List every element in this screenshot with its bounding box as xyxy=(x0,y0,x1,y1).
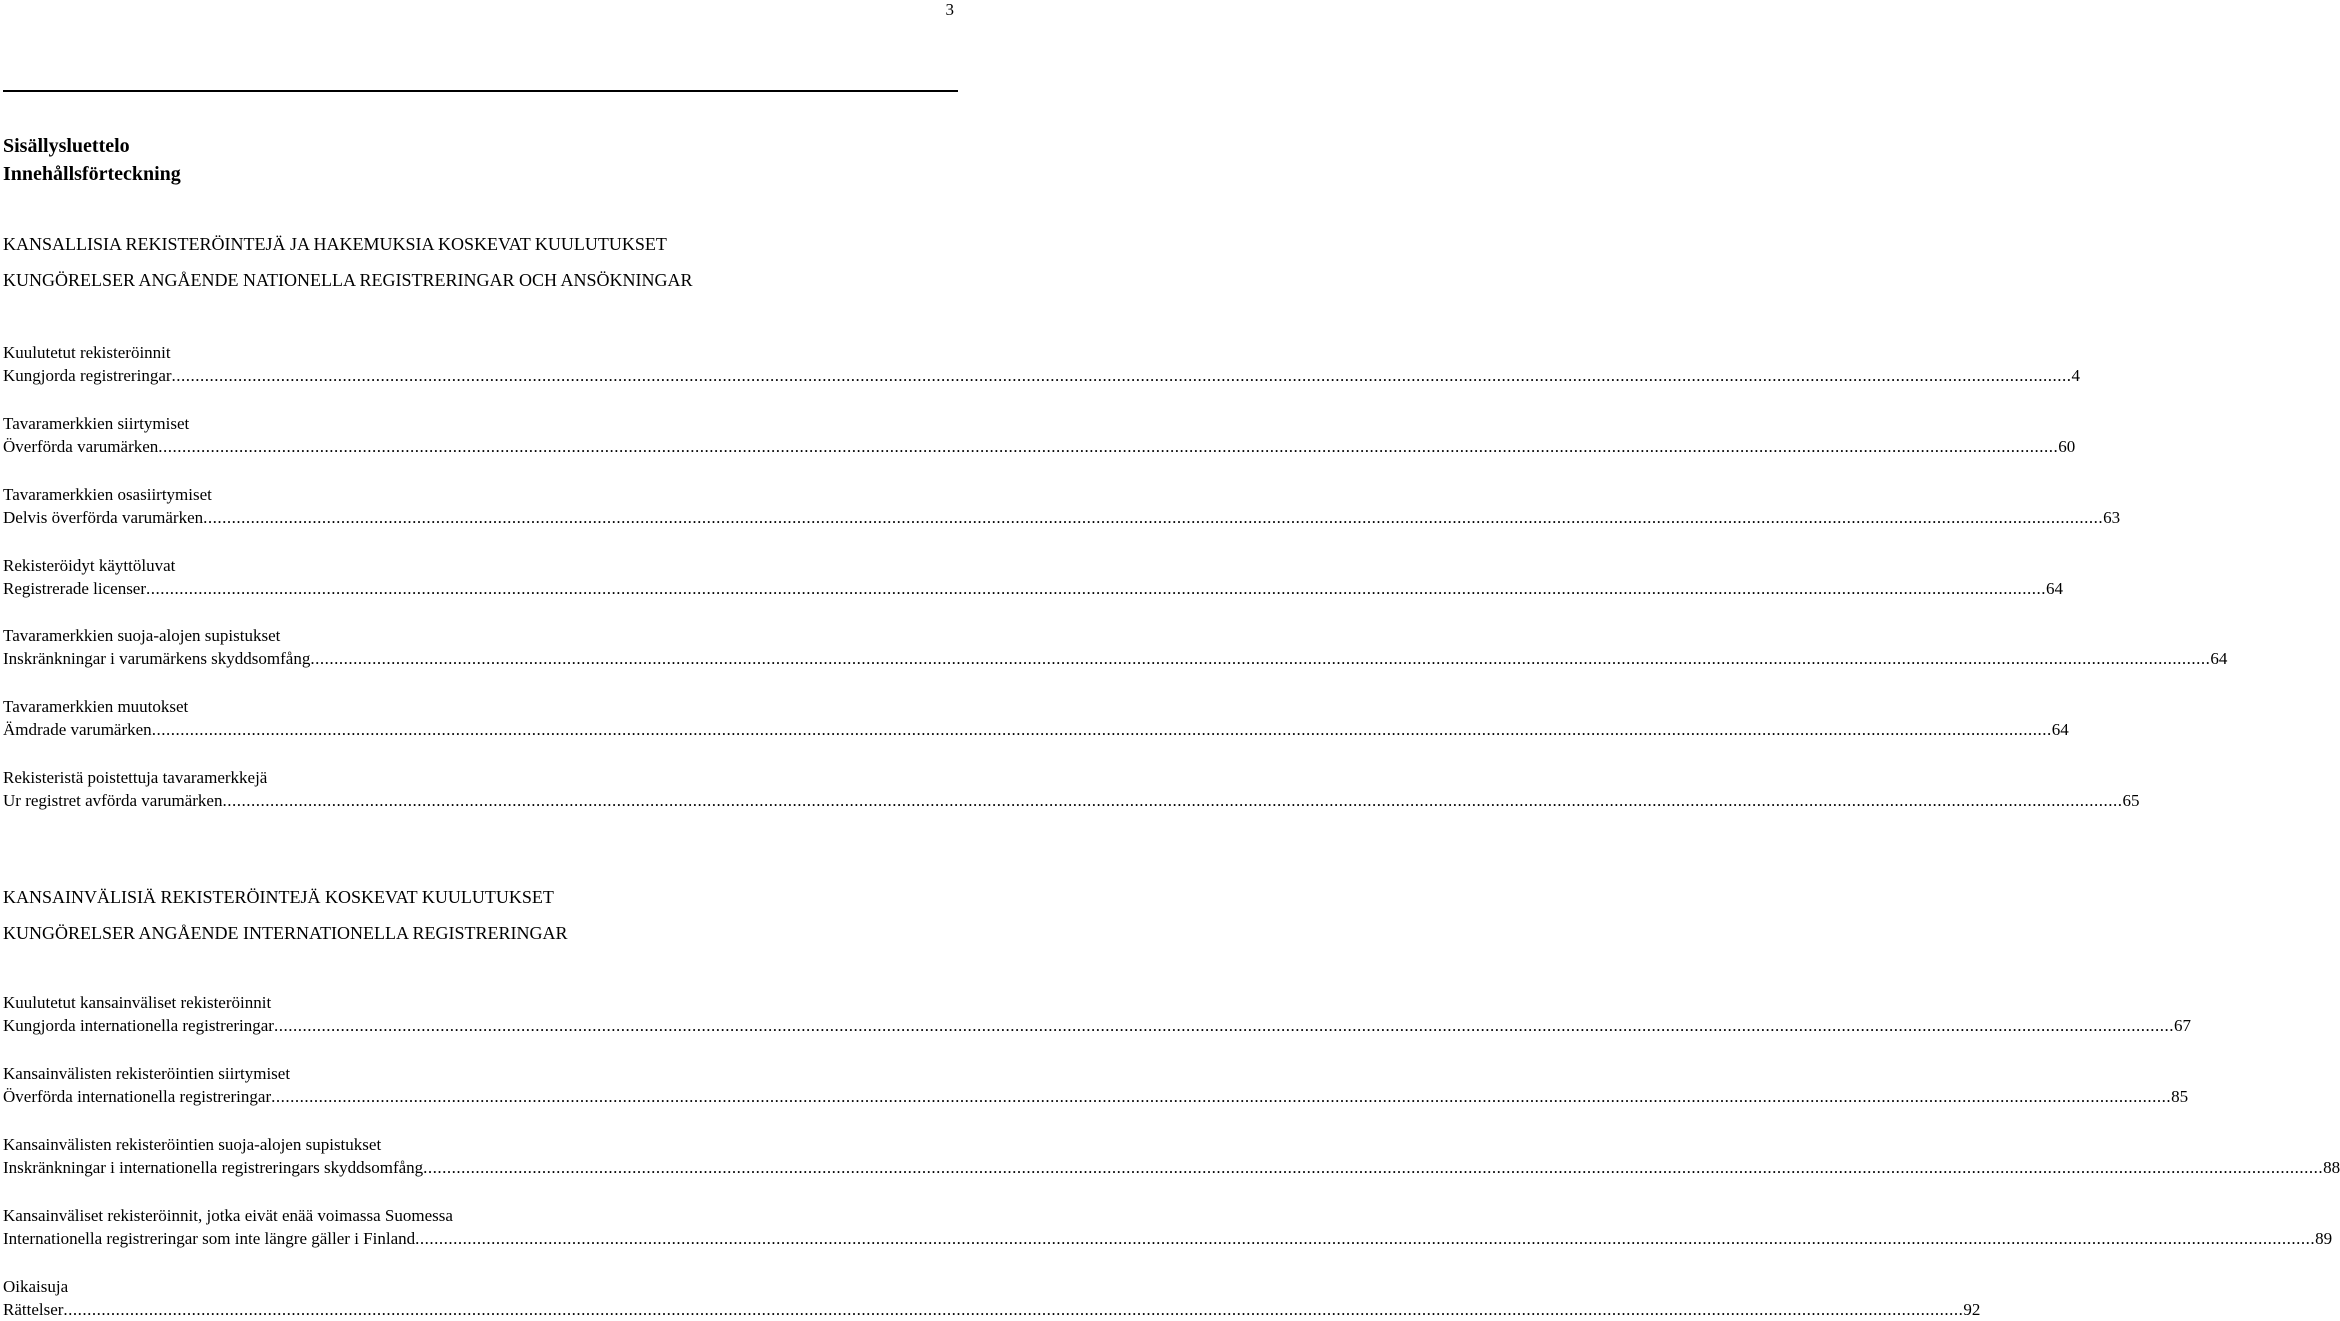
toc-entry-link[interactable] xyxy=(3,1227,2333,1250)
toc-title xyxy=(3,132,181,188)
toc-entry-page: 92 xyxy=(1963,1300,1981,1319)
toc-entry-sv: Överförda varumärken xyxy=(3,437,159,456)
toc-entry-link[interactable] xyxy=(3,789,2140,812)
toc-entry-fi: Kansainvälisten rekisteröintien suoja-alojen supistukset xyxy=(3,1135,382,1154)
page-number: 3 xyxy=(945,0,954,19)
toc-entry-page: 85 xyxy=(2171,1087,2189,1106)
dot-leader: ................................................................................................................................................................................................................................................................................................................................................................................................................ xyxy=(151,720,2052,739)
toc-entry-fi: Tavaramerkkien siirtymiset xyxy=(3,414,190,433)
toc-entry-sv: Internationella registreringar som inte längre gäller i Finland xyxy=(3,1229,416,1248)
toc-entry[interactable] xyxy=(3,1204,2333,1250)
dot-leader: ................................................................................................................................................................................................................................................................................................................................................................................................................ xyxy=(158,437,2059,456)
toc-entry-page: 60 xyxy=(2058,437,2076,456)
toc-entry-link[interactable] xyxy=(3,718,2069,741)
toc-entry[interactable] xyxy=(3,695,2069,741)
toc-entry[interactable] xyxy=(3,1275,1981,1321)
toc-entry-link[interactable] xyxy=(3,577,2064,600)
toc-entry[interactable] xyxy=(3,554,2064,600)
dot-leader: ................................................................................................................................................................................................................................................................................................................................................................................................................ xyxy=(203,508,2104,527)
toc-entry-fi: Rekisteröidyt käyttöluvat xyxy=(3,556,176,575)
toc-entry[interactable] xyxy=(3,624,2228,670)
toc-entry-sv: Inskränkningar i internationella registreringars skyddsomfång xyxy=(3,1158,424,1177)
toc-entry[interactable] xyxy=(3,991,2191,1037)
toc-entry-link[interactable] xyxy=(3,506,2121,529)
toc-entry-sv: Registrerade licenser xyxy=(3,579,147,598)
toc-entry[interactable] xyxy=(3,1062,2189,1108)
toc-entry-page: 64 xyxy=(2046,579,2064,598)
toc-entry[interactable] xyxy=(3,1133,2340,1179)
dot-leader: ................................................................................................................................................................................................................................................................................................................................................................................................................ xyxy=(271,1087,2172,1106)
toc-entry-link[interactable] xyxy=(3,1298,1981,1321)
section-heading-fi: KANSAINVÄLISIÄ REKISTERÖINTEJÄ KOSKEVAT KUULUTUKSET xyxy=(3,887,554,907)
toc-entry-page: 88 xyxy=(2323,1158,2340,1177)
toc-entry[interactable] xyxy=(3,412,2076,458)
toc-entry[interactable] xyxy=(3,766,2140,812)
toc-entry-sv: Kungjorda registreringar xyxy=(3,366,172,385)
dot-leader: ................................................................................................................................................................................................................................................................................................................................................................................................................ xyxy=(310,649,2211,668)
toc-entry-sv: Delvis överförda varumärken xyxy=(3,508,204,527)
toc-entry[interactable] xyxy=(3,483,2121,529)
dot-leader: ................................................................................................................................................................................................................................................................................................................................................................................................................ xyxy=(171,366,2072,385)
toc-entry-link[interactable] xyxy=(3,647,2228,670)
toc-entry-fi: Kansainväliset rekisteröinnit, jotka eivät enää voimassa Suomessa xyxy=(3,1206,453,1225)
toc-entry-page: 4 xyxy=(2071,366,2081,385)
dot-leader: ................................................................................................................................................................................................................................................................................................................................................................................................................ xyxy=(273,1016,2174,1035)
section-heading-fi: KANSALLISIA REKISTERÖINTEJÄ JA HAKEMUKSIA KOSKEVAT KUULUTUKSET xyxy=(3,234,667,254)
toc-entry-fi: Rekisteristä poistettuja tavaramerkkejä xyxy=(3,768,268,787)
section-heading-sv: KUNGÖRELSER ANGÅENDE NATIONELLA REGISTRERINGAR OCH ANSÖKNINGAR xyxy=(3,270,693,290)
toc-entry-sv: Rättelser xyxy=(3,1300,64,1319)
toc-entry-page: 63 xyxy=(2103,508,2121,527)
dot-leader: ................................................................................................................................................................................................................................................................................................................................................................................................................ xyxy=(222,791,2123,810)
toc-title-sv: Innehållsförteckning xyxy=(3,163,181,185)
toc-entry-page: 65 xyxy=(2122,791,2140,810)
section-heading-sv: KUNGÖRELSER ANGÅENDE INTERNATIONELLA REGISTRERINGAR xyxy=(3,923,568,943)
toc-entry-link[interactable] xyxy=(3,1014,2191,1037)
toc-entry-fi: Kuulutetut kansainväliset rekisteröinnit xyxy=(3,993,272,1012)
dot-leader: ................................................................................................................................................................................................................................................................................................................................................................................................................ xyxy=(63,1300,1964,1319)
toc-entry-fi: Tavaramerkkien muutokset xyxy=(3,697,189,716)
toc-entry-sv: Inskränkningar i varumärkens skyddsomfång xyxy=(3,649,311,668)
section-heading-national xyxy=(3,226,953,298)
toc-entry-link[interactable] xyxy=(3,1085,2189,1108)
toc-entry-page: 64 xyxy=(2210,649,2228,668)
toc-entry-fi: Kuulutetut rekisteröinnit xyxy=(3,343,171,362)
toc-entry-fi: Kansainvälisten rekisteröintien siirtymiset xyxy=(3,1064,291,1083)
toc-entry-page: 67 xyxy=(2173,1016,2191,1035)
dot-leader: ................................................................................................................................................................................................................................................................................................................................................................................................................ xyxy=(146,579,2047,598)
toc-title-fi: Sisällysluettelo xyxy=(3,135,130,157)
toc-entry-sv: Ur registret avförda varumärken xyxy=(3,791,223,810)
header-rule xyxy=(3,90,958,92)
toc-entry-fi: Tavaramerkkien osasiirtymiset xyxy=(3,485,212,504)
section-heading-international xyxy=(3,879,953,951)
toc-entry[interactable] xyxy=(3,341,2081,387)
toc-entry-sv: Ämdrade varumärken xyxy=(3,720,152,739)
dot-leader: ................................................................................................................................................................................................................................................................................................................................................................................................................ xyxy=(423,1158,2324,1177)
toc-entry-fi: Oikaisuja xyxy=(3,1277,69,1296)
toc-entry-fi: Tavaramerkkien suoja-alojen supistukset xyxy=(3,626,281,645)
toc-entry-link[interactable] xyxy=(3,364,2081,387)
toc-entry-page: 89 xyxy=(2315,1229,2333,1248)
dot-leader: ................................................................................................................................................................................................................................................................................................................................................................................................................ xyxy=(415,1229,2316,1248)
toc-entry-sv: Överförda internationella registreringar xyxy=(3,1087,272,1106)
toc-entry-link[interactable] xyxy=(3,1156,2340,1179)
toc-entry-sv: Kungjorda internationella registreringar xyxy=(3,1016,274,1035)
toc-entry-page: 64 xyxy=(2051,720,2069,739)
toc-entry-link[interactable] xyxy=(3,435,2076,458)
